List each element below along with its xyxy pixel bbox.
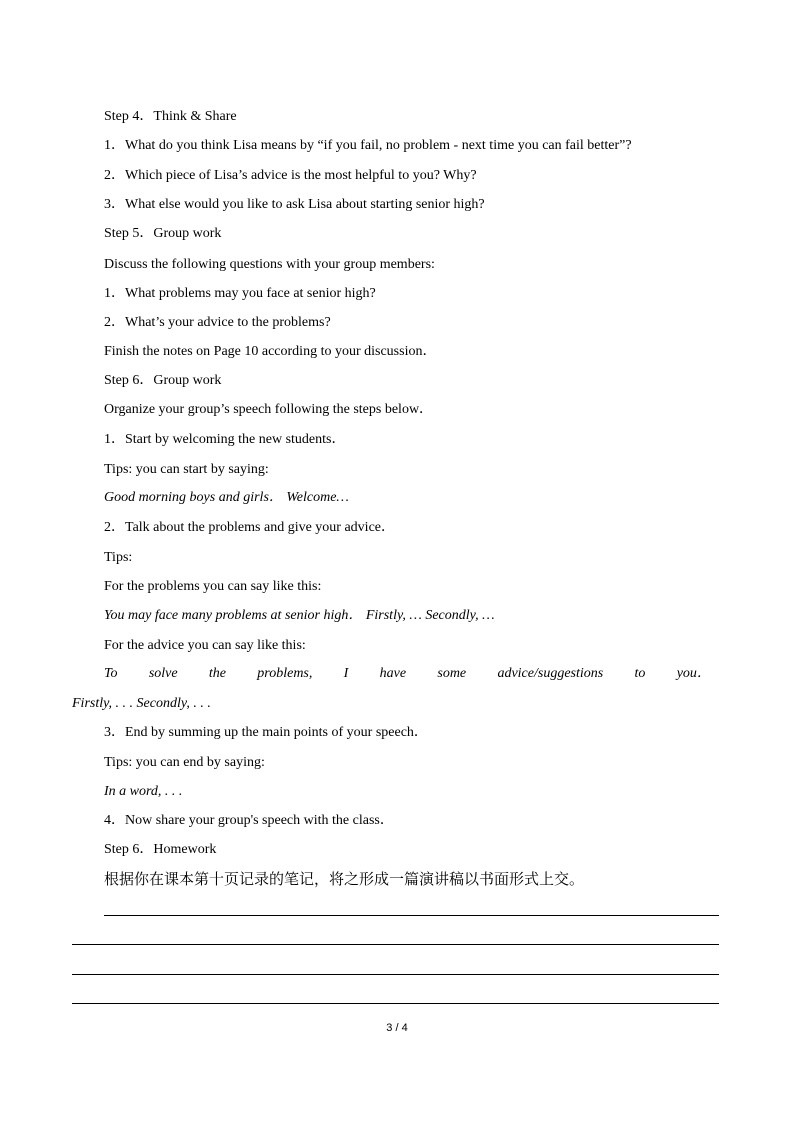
question-3: 3．What else would you like to ask Lisa about starting senior high? (104, 197, 485, 212)
example-advice-word: some (437, 666, 467, 681)
discuss-instruction: Discuss the following questions with your group members: (104, 257, 435, 272)
example-advice-continuation: Firstly, . . . Secondly, . . . (72, 696, 211, 711)
answer-line-1 (104, 915, 719, 916)
finish-notes-instruction: Finish the notes on Page 10 according to your discussion． (104, 344, 437, 359)
question-1: 1．What do you think Lisa means by “if you fail, no problem - next time you can fail better”? (104, 138, 632, 153)
example-problems: You may face many problems at senior high． Firstly, … Secondly, … (104, 608, 495, 623)
advice-say-instruction: For the advice you can say like this: (104, 638, 306, 653)
question-2: 2．Which piece of Lisa’s advice is the most helpful to you? Why? (104, 168, 477, 183)
example-ending: In a word, . . . (104, 784, 183, 799)
page-number: 3 / 4 (386, 1022, 408, 1034)
organize-step-2: 2．Talk about the problems and give your advice． (104, 520, 395, 535)
answer-line-3 (72, 974, 719, 975)
discussion-question-1: 1．What problems may you face at senior high? (104, 286, 376, 301)
step-6-group-work-heading: Step 6．Group work (104, 373, 222, 388)
tips-end: Tips: you can end by saying: (104, 755, 265, 770)
organize-step-4: 4．Now share your group's speech with the class． (104, 813, 394, 828)
example-advice-word: To (104, 666, 118, 681)
answer-line-4 (72, 1003, 719, 1004)
example-advice-word: you． (676, 666, 711, 681)
step-5-heading: Step 5．Group work (104, 226, 222, 241)
organize-instruction: Organize your group’s speech following the steps below． (104, 402, 434, 417)
example-advice-word: I (343, 666, 349, 681)
step-6-homework-heading: Step 6．Homework (104, 842, 217, 857)
tips-label: Tips: (104, 550, 133, 565)
answer-line-2 (72, 944, 719, 945)
example-advice-word: to (634, 666, 646, 681)
example-advice-word: solve (148, 666, 178, 681)
example-advice-word: problems, (257, 666, 313, 681)
example-advice-word: the (208, 666, 226, 681)
organize-step-1: 1．Start by welcoming the new students． (104, 432, 346, 447)
organize-step-3: 3．End by summing up the main points of your speech． (104, 725, 428, 740)
example-greeting: Good morning boys and girls． Welcome… (104, 490, 349, 505)
tips-start: Tips: you can start by saying: (104, 462, 269, 477)
homework-instruction: 根据你在课本第十页记录的笔记，将之形成一篇演讲稿以书面形式上交。 (104, 870, 585, 888)
discussion-question-2: 2．What’s your advice to the problems? (104, 315, 331, 330)
example-advice-word: advice/suggestions (497, 666, 604, 681)
step-4-heading: Step 4．Think & Share (104, 109, 237, 124)
problems-say-instruction: For the problems you can say like this: (104, 579, 322, 594)
example-advice-justified (104, 665, 711, 683)
example-advice-word: have (379, 666, 407, 681)
